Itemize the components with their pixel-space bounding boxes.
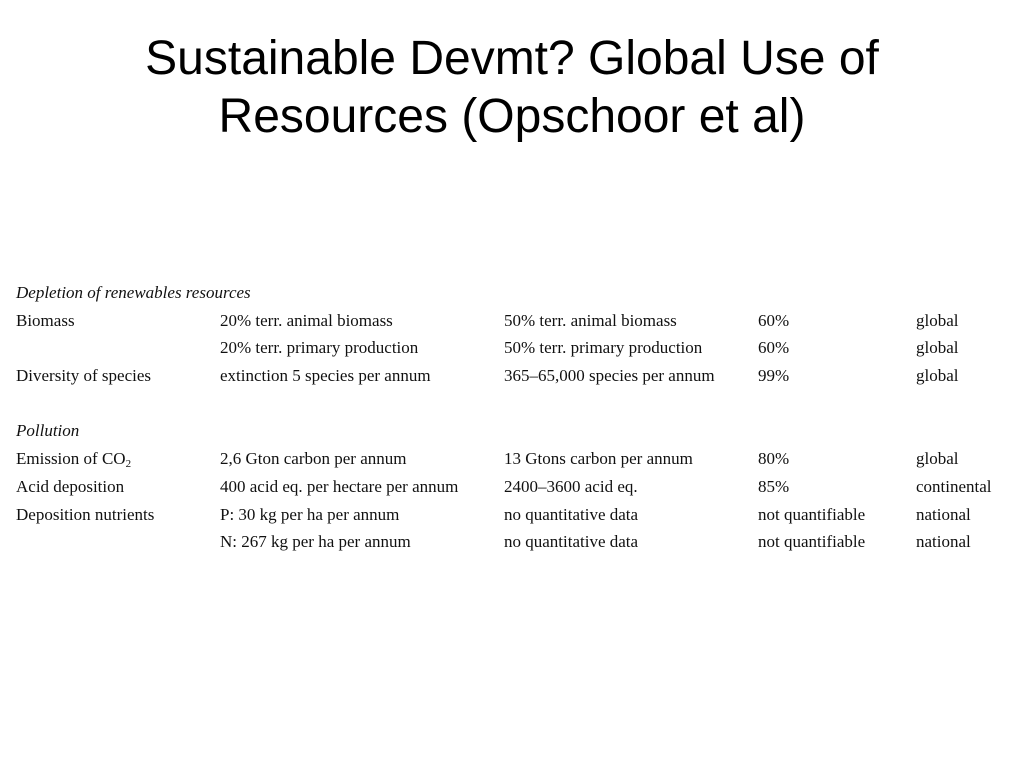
table-cell: 400 acid eq. per hectare per annum xyxy=(220,476,459,496)
table-cell: 2,6 Gton carbon per annum xyxy=(220,449,407,469)
slide-title-line-2: Resources (Opschoor et al) xyxy=(218,90,806,143)
table-cell: not quantifiable xyxy=(758,504,866,524)
table-cell: 60% xyxy=(758,310,790,330)
table-cell: national xyxy=(916,504,971,524)
table-cell: 85% xyxy=(758,476,790,496)
table-cell: Acid deposition xyxy=(16,476,125,496)
table-cell: 60% xyxy=(758,338,790,358)
table-cell: not quantifiable xyxy=(758,532,866,552)
table-cell: 50% terr. animal biomass xyxy=(504,310,677,330)
co2-emission-label xyxy=(16,449,131,469)
table-cell: continental xyxy=(916,476,992,496)
table-cell: no quantitative data xyxy=(504,504,639,524)
table-cell: 50% terr. primary production xyxy=(504,338,703,358)
slide-title-line-1: Sustainable Devmt? Global Use of xyxy=(145,32,879,85)
co2-label-text: Emission of CO xyxy=(16,449,126,469)
section-header-pollution: Pollution xyxy=(16,421,80,441)
table-cell: 99% xyxy=(758,366,790,386)
table-cell: 2400–3600 acid eq. xyxy=(504,476,638,496)
table-cell: 13 Gtons carbon per annum xyxy=(504,449,693,469)
table-cell: no quantitative data xyxy=(504,532,639,552)
table-cell: 365–65,000 species per annum xyxy=(504,366,715,386)
table-cell: global xyxy=(916,310,959,330)
co2-subscript: 2 xyxy=(125,458,132,471)
table-cell: global xyxy=(916,338,959,358)
table-cell: Deposition nutrients xyxy=(16,504,155,524)
table-cell: N: 267 kg per ha per annum xyxy=(220,532,411,552)
table-cell: 80% xyxy=(758,449,790,469)
table-cell: 20% terr. primary production xyxy=(220,338,419,358)
table-cell: extinction 5 species per annum xyxy=(220,366,431,386)
table-cell: 20% terr. animal biomass xyxy=(220,310,393,330)
table-cell: Biomass xyxy=(16,310,75,330)
table-cell: P: 30 kg per ha per annum xyxy=(220,504,400,524)
table-cell: Diversity of species xyxy=(16,366,152,386)
section-header-renewables: Depletion of renewables resources xyxy=(16,283,251,302)
slide-title xyxy=(0,30,1024,146)
table-cell: global xyxy=(916,449,959,469)
table-cell: global xyxy=(916,366,959,386)
table-cell: national xyxy=(916,532,971,552)
